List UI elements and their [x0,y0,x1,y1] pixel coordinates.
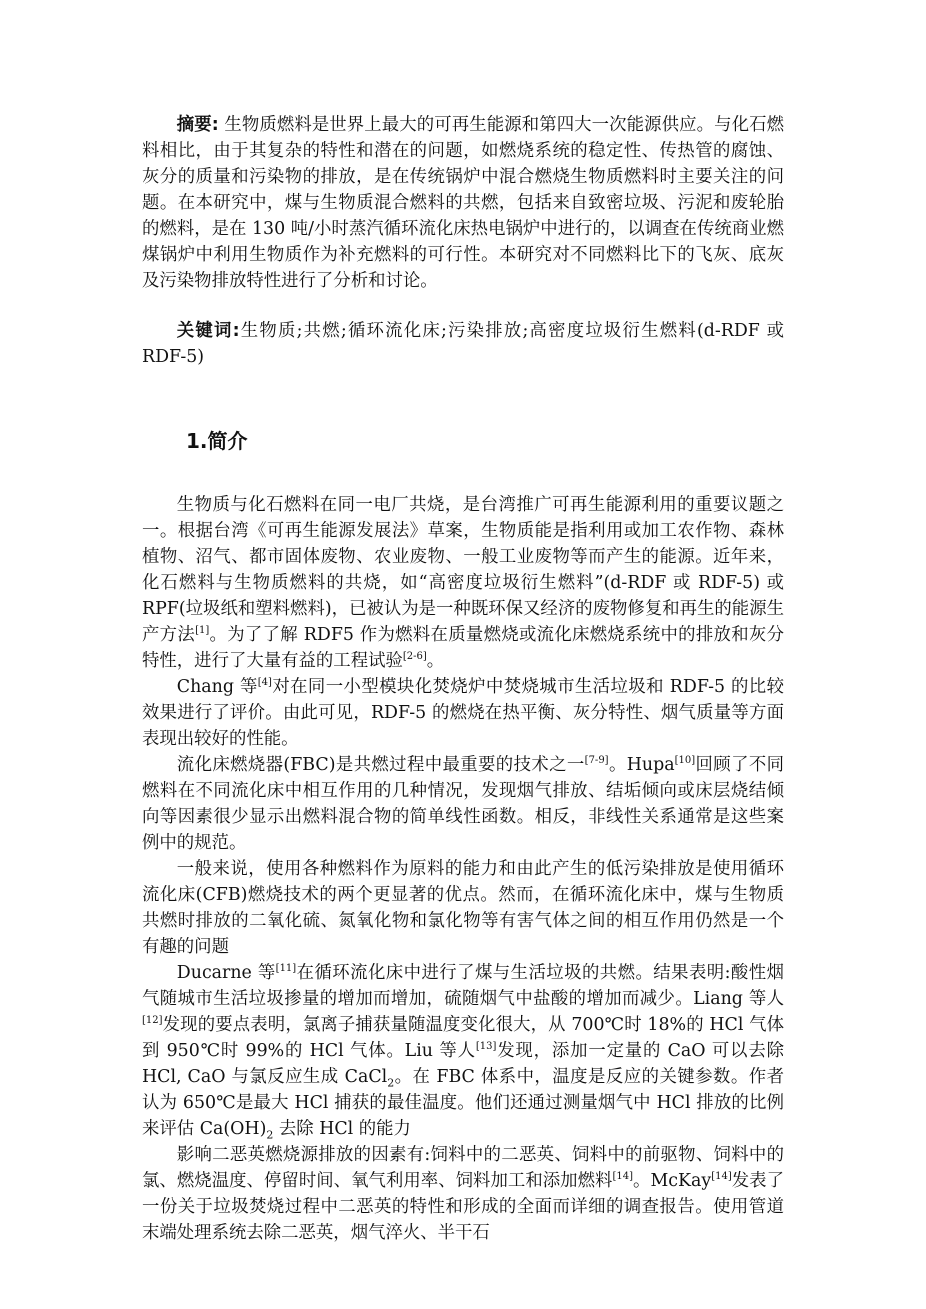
subscript: 2 [387,1076,395,1090]
body-text: 发表了一份关于垃圾焚烧过程中二恶英的特性和形成的全面而详细的调查报告。使用管道末端处理系统去除二恶英，烟气淬火、半干石 [142,1171,784,1243]
body-paragraph-3 [142,752,784,856]
body-text: 发现的要点表明，氯离子捕获量随温度变化很大，从 700℃时 18%的 HCl 气体到 950℃时 99%的 HCl 气体。Liu 等人 [142,1015,784,1061]
citation: [10] [674,755,696,767]
body-text: 。为了了解 RDF5 作为燃料在质量燃烧或流化床燃烧系统中的排放和灰分特性，进行了大量有益的工程试验 [142,625,784,671]
keywords-label: 关键词: [176,321,240,341]
body-paragraph-5 [142,960,784,1142]
citation: [14] [612,1171,633,1183]
abstract-paragraph [142,112,784,294]
body-paragraph-1 [142,492,784,674]
citation: [4] [257,677,272,689]
citation: [12] [142,1015,163,1027]
subscript: 2 [266,1128,274,1142]
body-text: 一般来说，使用各种燃料作为原料的能力和由此产生的低污染排放是使用循环流化床(CFB)燃烧技术的两个更显著的优点。然而，在循环流化床中，煤与生物质共燃时排放的二氧化硫、氮氧化物和氯化物等有害气体之间的相互作用仍然是一个有趣的问题 [142,859,784,957]
body-text: 在循环流化床中进行了煤与生活垃圾的共燃。结果表明:酸性烟气随城市生活垃圾掺量的增加而增加，硫随烟气中盐酸的增加而减少。Liang 等人 [142,963,784,1009]
body-text: 回顾了不同燃料在不同流化床中相互作用的几种情况，发现烟气排放、结垢倾向或床层烧结倾向等因素很少显示出燃料混合物的简单线性函数。相反，非线性关系通常是这些案例中的规范。 [142,755,785,853]
citation: [7-9] [584,755,609,767]
body-text: 去除 HCl 的能力 [273,1119,411,1139]
body-text: 对在同一小型模块化焚烧炉中焚烧城市生活垃圾和 RDF-5 的比较效果进行了评价。由此可见，RDF-5 的燃烧在热平衡、灰分特性、烟气质量等方面表现出较好的性能。 [142,677,784,749]
body-paragraph-6 [142,1142,784,1246]
body-text: 流化床燃烧器(FBC)是共燃过程中最重要的技术之一 [176,755,585,775]
body-paragraph-4 [142,856,784,960]
body-text: Chang 等 [176,677,258,697]
abstract-label: 摘要: [176,115,219,135]
keywords-text: 生物质;共燃;循环流化床;污染排放;高密度垃圾衍生燃料(d-RDF 或 RDF-5) [142,321,784,367]
document-page [142,112,784,1246]
citation: [14] [711,1171,732,1183]
body-text: 。McKay [632,1171,712,1191]
citation: [1] [195,625,210,637]
citation: [11] [275,963,297,975]
abstract-text: 生物质燃料是世界上最大的可再生能源和第四大一次能源供应。与化石燃料相比，由于其复杂的特性和潜在的问题，如燃烧系统的稳定性、传热管的腐蚀、灰分的质量和污染物的排放，是在传统锅炉中混合燃烧生物质燃料时主要关注的问题。在本研究中，煤与生物质混合燃料的共燃，包括来自致密垃圾、污泥和废轮胎的燃料，是在 130 吨/小时蒸汽循环流化床热电锅炉中进行的，以调查在传统商业燃煤锅炉中利用生物质作为补充燃料的可行性。本研究对不同燃料比下的飞灰、底灰及污染物排放特性进行了分析和讨论。 [142,115,784,291]
body-paragraph-2 [142,674,784,752]
section-title: 1.简介 [186,429,248,453]
body-text: 影响二恶英燃烧源排放的因素有:饲料中的二恶英、饲料中的前驱物、饲料中的氯、燃烧温度、停留时间、氧气利用率、饲料加工和添加燃料 [142,1145,784,1191]
body-text: Ducarne 等 [176,963,276,983]
citation: [2-6] [402,651,427,663]
body-text: 。Hupa [608,755,675,775]
citation: [13] [475,1041,497,1053]
body-text: 。在 FBC 体系中，温度是反应的关键参数。作者认为 650℃是最大 HCl 捕获的最佳温度。他们还通过测量烟气中 HCl 排放的比例来评估 Ca(OH) [142,1067,784,1139]
body-text: 发现，添加一定量的 CaO 可以去除 HCl, CaO 与氯反应生成 CaCl [142,1041,784,1087]
body-text: 。 [426,651,445,671]
keywords-paragraph [142,318,784,370]
body-text: 生物质与化石燃料在同一电厂共烧，是台湾推广可再生能源利用的重要议题之一。根据台湾《可再生能源发展法》草案，生物质能是指利用或加工农作物、森林植物、沼气、都市固体废物、农业废物、一般工业废物等而产生的能源。近年来，化石燃料与生物质燃料的共烧，如“高密度垃圾衍生燃料”(d-RDF 或 RDF-5) 或 RPF(垃圾纸和塑料燃料)，已被认为是一种既环保又经济的废物修复和再生的能源生产方法 [142,495,784,645]
